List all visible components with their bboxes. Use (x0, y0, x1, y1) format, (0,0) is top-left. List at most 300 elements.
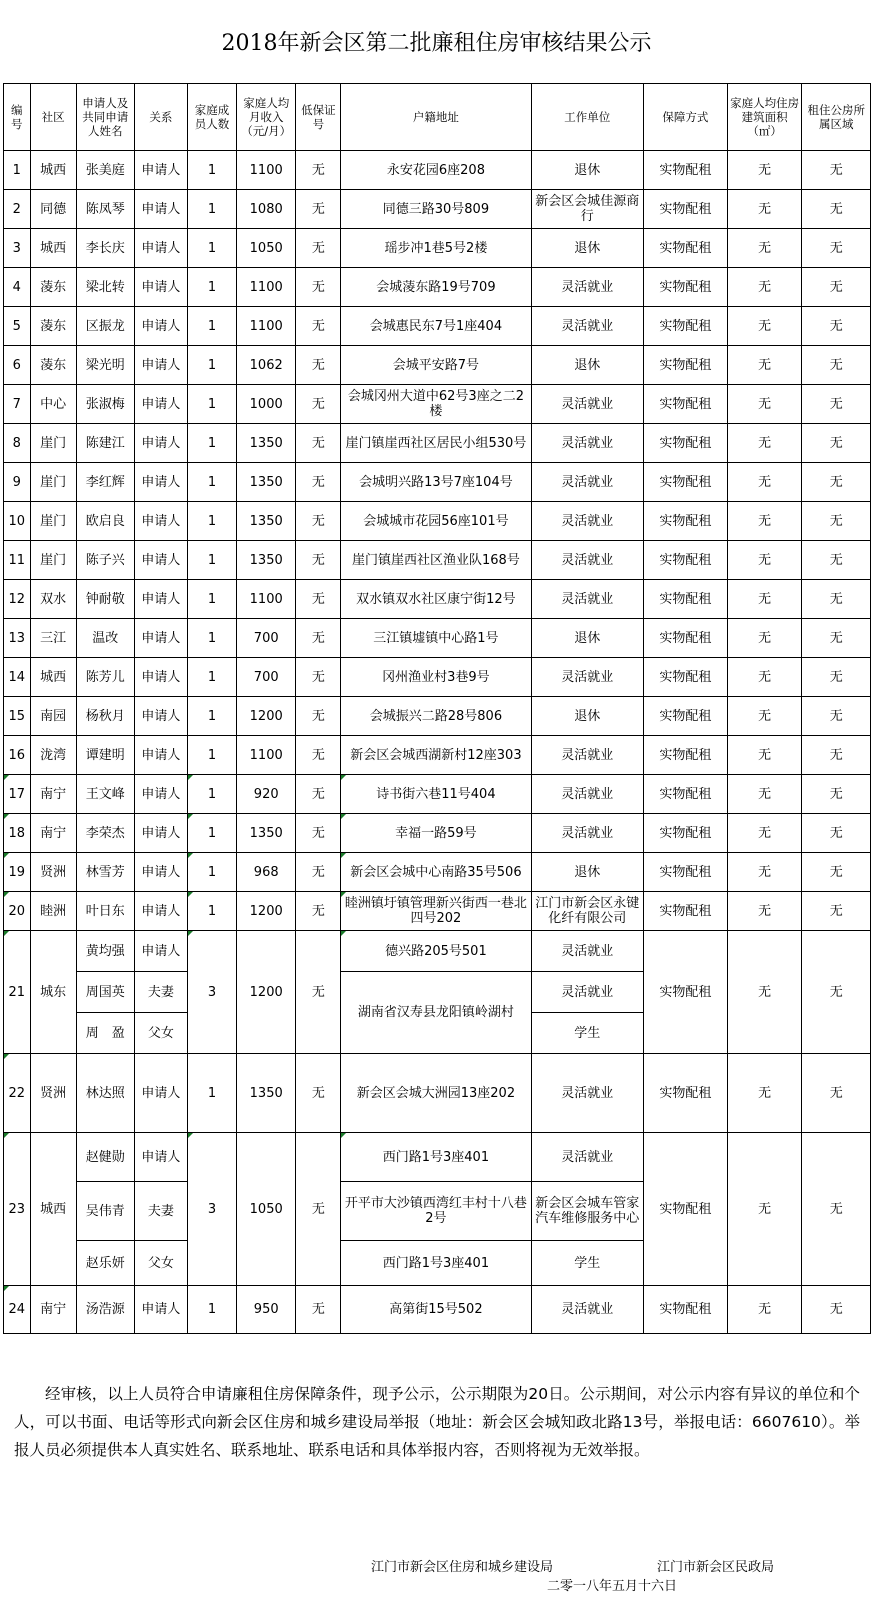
members-cell: 1 (188, 814, 237, 853)
mode-cell: 实物配租 (643, 151, 727, 190)
name-cell: 周 盈 (76, 1013, 134, 1054)
area-cell: 无 (727, 814, 802, 853)
members-cell: 1 (188, 424, 237, 463)
work-cell: 灵活就业 (531, 1133, 643, 1182)
mode-cell: 实物配租 (643, 346, 727, 385)
header-cell: 保障方式 (643, 84, 727, 151)
income-cell: 1100 (237, 580, 296, 619)
income-cell: 1350 (237, 1054, 296, 1133)
income-cell: 1350 (237, 814, 296, 853)
region-cell: 无 (802, 1133, 871, 1286)
notice-date: 二零一八年五月十六日 (547, 1579, 678, 1594)
row-number: 7 (4, 385, 31, 424)
row-number: 23 (4, 1133, 31, 1286)
mode-cell: 实物配租 (643, 424, 727, 463)
dibao-cell: 无 (296, 697, 341, 736)
dibao-cell: 无 (296, 424, 341, 463)
relation-cell: 申请人 (134, 736, 187, 775)
income-cell: 920 (237, 775, 296, 814)
mode-cell: 实物配租 (643, 268, 727, 307)
region-cell: 无 (802, 775, 871, 814)
row-number: 15 (4, 697, 31, 736)
header-cell: 家庭人均住房建筑面积（㎡） (727, 84, 802, 151)
region-cell: 无 (802, 424, 871, 463)
area-cell: 无 (727, 775, 802, 814)
area-cell: 无 (727, 541, 802, 580)
income-cell: 1350 (237, 502, 296, 541)
header-cell: 工作单位 (531, 84, 643, 151)
name-cell: 陈芳儿 (76, 658, 134, 697)
name-cell: 谭建明 (76, 736, 134, 775)
housing-bureau-signature: 江门市新会区住房和城乡建设局 (371, 1560, 554, 1575)
community-cell: 南园 (30, 697, 76, 736)
region-cell: 无 (802, 892, 871, 931)
income-cell: 1000 (237, 385, 296, 424)
address-cell: 会城冈州大道中62号3座之二2楼 (341, 385, 531, 424)
area-cell: 无 (727, 1133, 802, 1286)
income-cell: 1350 (237, 541, 296, 580)
region-cell: 无 (802, 853, 871, 892)
relation-cell: 申请人 (134, 541, 187, 580)
table-row (4, 1133, 871, 1182)
area-cell: 无 (727, 190, 802, 229)
name-cell: 赵乐妍 (76, 1241, 134, 1286)
community-cell: 崖门 (30, 424, 76, 463)
mode-cell: 实物配租 (643, 502, 727, 541)
dibao-cell: 无 (296, 619, 341, 658)
members-cell: 1 (188, 190, 237, 229)
work-cell: 灵活就业 (531, 1286, 643, 1334)
region-cell: 无 (802, 190, 871, 229)
relation-cell: 夫妻 (134, 1182, 187, 1241)
income-cell: 1100 (237, 736, 296, 775)
area-cell: 无 (727, 385, 802, 424)
work-cell: 灵活就业 (531, 931, 643, 972)
income-cell: 1200 (237, 931, 296, 1054)
row-number: 17 (4, 775, 31, 814)
relation-cell: 申请人 (134, 931, 187, 972)
table-row (4, 775, 871, 814)
relation-cell: 申请人 (134, 190, 187, 229)
income-cell: 700 (237, 619, 296, 658)
header-cell: 低保证号 (296, 84, 341, 151)
area-cell: 无 (727, 658, 802, 697)
community-cell: 城东 (30, 931, 76, 1054)
work-cell: 灵活就业 (531, 580, 643, 619)
address-cell: 会城明兴路13号7座104号 (341, 463, 531, 502)
area-cell: 无 (727, 346, 802, 385)
work-cell: 退休 (531, 697, 643, 736)
members-cell: 1 (188, 229, 237, 268)
relation-cell: 申请人 (134, 775, 187, 814)
table-row (4, 814, 871, 853)
address-cell: 双水镇双水社区康宁街12号 (341, 580, 531, 619)
mode-cell: 实物配租 (643, 775, 727, 814)
members-cell: 1 (188, 736, 237, 775)
members-cell: 1 (188, 307, 237, 346)
header-cell: 家庭人均月收入（元/月） (237, 84, 296, 151)
mode-cell: 实物配租 (643, 541, 727, 580)
work-cell: 灵活就业 (531, 385, 643, 424)
address-cell: 新会区会城中心南路35号506 (341, 853, 531, 892)
name-cell: 李红辉 (76, 463, 134, 502)
mode-cell: 实物配租 (643, 1133, 727, 1286)
dibao-cell: 无 (296, 268, 341, 307)
relation-cell: 申请人 (134, 463, 187, 502)
region-cell: 无 (802, 385, 871, 424)
row-number: 12 (4, 580, 31, 619)
name-cell: 杨秋月 (76, 697, 134, 736)
work-cell: 灵活就业 (531, 463, 643, 502)
dibao-cell: 无 (296, 736, 341, 775)
members-cell: 1 (188, 658, 237, 697)
civil-affairs-signature: 江门市新会区民政局 (657, 1560, 775, 1575)
address-cell: 高第街15号502 (341, 1286, 531, 1334)
members-cell: 1 (188, 151, 237, 190)
name-cell: 吴伟青 (76, 1182, 134, 1241)
mode-cell: 实物配租 (643, 1286, 727, 1334)
mode-cell: 实物配租 (643, 619, 727, 658)
dibao-cell: 无 (296, 580, 341, 619)
income-cell: 1100 (237, 151, 296, 190)
table-row (4, 385, 871, 424)
relation-cell: 申请人 (134, 151, 187, 190)
relation-cell: 申请人 (134, 892, 187, 931)
region-cell: 无 (802, 1286, 871, 1334)
community-cell: 南宁 (30, 814, 76, 853)
members-cell: 3 (188, 931, 237, 1054)
header-cell: 申请人及共同申请人姓名 (76, 84, 134, 151)
dibao-cell: 无 (296, 931, 341, 1054)
dibao-cell: 无 (296, 1286, 341, 1334)
table-row (4, 346, 871, 385)
members-cell: 1 (188, 385, 237, 424)
area-cell: 无 (727, 1054, 802, 1133)
table-row (4, 892, 871, 931)
address-cell: 诗书街六巷11号404 (341, 775, 531, 814)
area-cell: 无 (727, 463, 802, 502)
region-cell: 无 (802, 697, 871, 736)
header-cell: 户籍地址 (341, 84, 531, 151)
members-cell: 1 (188, 892, 237, 931)
region-cell: 无 (802, 541, 871, 580)
row-number: 8 (4, 424, 31, 463)
income-cell: 1062 (237, 346, 296, 385)
work-cell: 退休 (531, 229, 643, 268)
relation-cell: 申请人 (134, 1286, 187, 1334)
table-row (4, 619, 871, 658)
work-cell: 灵活就业 (531, 307, 643, 346)
area-cell: 无 (727, 424, 802, 463)
dibao-cell: 无 (296, 385, 341, 424)
mode-cell: 实物配租 (643, 229, 727, 268)
region-cell: 无 (802, 619, 871, 658)
area-cell: 无 (727, 931, 802, 1054)
address-cell: 西门路1号3座401 (341, 1133, 531, 1182)
members-cell: 1 (188, 1054, 237, 1133)
members-cell: 1 (188, 268, 237, 307)
relation-cell: 申请人 (134, 268, 187, 307)
header-cell: 家庭成员人数 (188, 84, 237, 151)
members-cell: 1 (188, 502, 237, 541)
table-row (4, 697, 871, 736)
row-number: 14 (4, 658, 31, 697)
income-cell: 968 (237, 853, 296, 892)
area-cell: 无 (727, 697, 802, 736)
dibao-cell: 无 (296, 853, 341, 892)
address-cell: 开平市大沙镇西湾红丰村十八巷2号 (341, 1182, 531, 1241)
address-cell: 会城城市花园56座101号 (341, 502, 531, 541)
community-cell: 南宁 (30, 1286, 76, 1334)
address-cell: 会城蓤东路19号709 (341, 268, 531, 307)
name-cell: 钟耐敬 (76, 580, 134, 619)
income-cell: 1350 (237, 463, 296, 502)
area-cell: 无 (727, 307, 802, 346)
work-cell: 学生 (531, 1241, 643, 1286)
work-cell: 灵活就业 (531, 736, 643, 775)
table-row (4, 1054, 871, 1133)
mode-cell: 实物配租 (643, 814, 727, 853)
income-cell: 1100 (237, 268, 296, 307)
community-cell: 三江 (30, 619, 76, 658)
address-cell: 幸福一路59号 (341, 814, 531, 853)
community-cell: 贤洲 (30, 1054, 76, 1133)
row-number: 16 (4, 736, 31, 775)
name-cell: 梁光明 (76, 346, 134, 385)
row-number: 6 (4, 346, 31, 385)
region-cell: 无 (802, 502, 871, 541)
row-number: 19 (4, 853, 31, 892)
members-cell: 1 (188, 346, 237, 385)
mode-cell: 实物配租 (643, 658, 727, 697)
region-cell: 无 (802, 1054, 871, 1133)
area-cell: 无 (727, 1286, 802, 1334)
members-cell: 1 (188, 853, 237, 892)
row-number: 11 (4, 541, 31, 580)
work-cell: 退休 (531, 346, 643, 385)
members-cell: 1 (188, 580, 237, 619)
address-cell: 睦洲镇圩镇管理新兴街西一巷北四号202 (341, 892, 531, 931)
work-cell: 灵活就业 (531, 775, 643, 814)
table-row (4, 1286, 871, 1334)
header-cell: 社区 (30, 84, 76, 151)
dibao-cell: 无 (296, 190, 341, 229)
mode-cell: 实物配租 (643, 463, 727, 502)
row-number: 22 (4, 1054, 31, 1133)
relation-cell: 申请人 (134, 658, 187, 697)
results-table (3, 83, 871, 1334)
community-cell: 睦洲 (30, 892, 76, 931)
income-cell: 1080 (237, 190, 296, 229)
name-cell: 赵健勋 (76, 1133, 134, 1182)
dibao-cell: 无 (296, 502, 341, 541)
row-number: 3 (4, 229, 31, 268)
dibao-cell: 无 (296, 151, 341, 190)
members-cell: 1 (188, 619, 237, 658)
area-cell: 无 (727, 619, 802, 658)
name-cell: 林雪芳 (76, 853, 134, 892)
row-number: 20 (4, 892, 31, 931)
income-cell: 1050 (237, 1133, 296, 1286)
income-cell: 1350 (237, 424, 296, 463)
relation-cell: 申请人 (134, 1133, 187, 1182)
name-cell: 陈建江 (76, 424, 134, 463)
work-cell: 灵活就业 (531, 1054, 643, 1133)
name-cell: 王文峰 (76, 775, 134, 814)
table-row (4, 229, 871, 268)
relation-cell: 申请人 (134, 697, 187, 736)
members-cell: 1 (188, 697, 237, 736)
work-cell: 灵活就业 (531, 424, 643, 463)
community-cell: 蓤东 (30, 268, 76, 307)
address-cell: 新会区会城西湖新村12座303 (341, 736, 531, 775)
mode-cell: 实物配租 (643, 697, 727, 736)
region-cell: 无 (802, 580, 871, 619)
relation-cell: 申请人 (134, 502, 187, 541)
mode-cell: 实物配租 (643, 190, 727, 229)
row-number: 18 (4, 814, 31, 853)
dibao-cell: 无 (296, 775, 341, 814)
work-cell: 灵活就业 (531, 541, 643, 580)
community-cell: 崖门 (30, 502, 76, 541)
row-number: 24 (4, 1286, 31, 1334)
area-cell: 无 (727, 268, 802, 307)
work-cell: 灵活就业 (531, 658, 643, 697)
income-cell: 950 (237, 1286, 296, 1334)
name-cell: 陈凤琴 (76, 190, 134, 229)
community-cell: 泷湾 (30, 736, 76, 775)
dibao-cell: 无 (296, 541, 341, 580)
community-cell: 崖门 (30, 463, 76, 502)
work-cell: 退休 (531, 853, 643, 892)
name-cell: 张淑梅 (76, 385, 134, 424)
address-cell: 德兴路205号501 (341, 931, 531, 972)
work-cell: 学生 (531, 1013, 643, 1054)
work-cell: 灵活就业 (531, 814, 643, 853)
community-cell: 城西 (30, 151, 76, 190)
work-cell: 灵活就业 (531, 972, 643, 1013)
table-row (4, 190, 871, 229)
community-cell: 崖门 (30, 541, 76, 580)
region-cell: 无 (802, 814, 871, 853)
work-cell: 新会区会城车管家汽车维修服务中心 (531, 1182, 643, 1241)
row-number: 10 (4, 502, 31, 541)
work-cell: 灵活就业 (531, 268, 643, 307)
relation-cell: 夫妻 (134, 972, 187, 1013)
community-cell: 城西 (30, 229, 76, 268)
mode-cell: 实物配租 (643, 931, 727, 1054)
mode-cell: 实物配租 (643, 892, 727, 931)
dibao-cell: 无 (296, 658, 341, 697)
area-cell: 无 (727, 853, 802, 892)
name-cell: 周国英 (76, 972, 134, 1013)
address-cell: 会城平安路7号 (341, 346, 531, 385)
name-cell: 欧启良 (76, 502, 134, 541)
region-cell: 无 (802, 463, 871, 502)
community-cell: 同德 (30, 190, 76, 229)
relation-cell: 申请人 (134, 853, 187, 892)
income-cell: 700 (237, 658, 296, 697)
name-cell: 陈子兴 (76, 541, 134, 580)
community-cell: 蓤东 (30, 307, 76, 346)
community-cell: 双水 (30, 580, 76, 619)
work-cell: 新会区会城佳源商行 (531, 190, 643, 229)
relation-cell: 申请人 (134, 385, 187, 424)
header-cell: 租住公房所属区域 (802, 84, 871, 151)
row-number: 21 (4, 931, 31, 1054)
mode-cell: 实物配租 (643, 736, 727, 775)
mode-cell: 实物配租 (643, 1054, 727, 1133)
work-cell: 退休 (531, 151, 643, 190)
address-cell: 会城振兴二路28号806 (341, 697, 531, 736)
address-cell: 湖南省汉寿县龙阳镇岭湖村 (341, 972, 531, 1054)
row-number: 4 (4, 268, 31, 307)
relation-cell: 申请人 (134, 307, 187, 346)
dibao-cell: 无 (296, 307, 341, 346)
table-row (4, 853, 871, 892)
income-cell: 1050 (237, 229, 296, 268)
name-cell: 张美庭 (76, 151, 134, 190)
header-row (4, 84, 871, 151)
row-number: 2 (4, 190, 31, 229)
dibao-cell: 无 (296, 1054, 341, 1133)
name-cell: 汤浩源 (76, 1286, 134, 1334)
area-cell: 无 (727, 502, 802, 541)
region-cell: 无 (802, 268, 871, 307)
mode-cell: 实物配租 (643, 853, 727, 892)
community-cell: 中心 (30, 385, 76, 424)
relation-cell: 申请人 (134, 346, 187, 385)
mode-cell: 实物配租 (643, 385, 727, 424)
dibao-cell: 无 (296, 1133, 341, 1286)
name-cell: 梁北转 (76, 268, 134, 307)
community-cell: 贤洲 (30, 853, 76, 892)
members-cell: 3 (188, 1133, 237, 1286)
relation-cell: 申请人 (134, 424, 187, 463)
relation-cell: 申请人 (134, 580, 187, 619)
address-cell: 三江镇墟镇中心路1号 (341, 619, 531, 658)
row-number: 13 (4, 619, 31, 658)
table-row (4, 541, 871, 580)
members-cell: 1 (188, 1286, 237, 1334)
work-cell: 江门市新会区永键化纤有限公司 (531, 892, 643, 931)
community-cell: 蓤东 (30, 346, 76, 385)
name-cell: 叶日东 (76, 892, 134, 931)
area-cell: 无 (727, 229, 802, 268)
address-cell: 永安花园6座208 (341, 151, 531, 190)
address-cell: 冈州渔业村3巷9号 (341, 658, 531, 697)
mode-cell: 实物配租 (643, 307, 727, 346)
members-cell: 1 (188, 541, 237, 580)
name-cell: 李荣杰 (76, 814, 134, 853)
header-cell: 关系 (134, 84, 187, 151)
income-cell: 1200 (237, 697, 296, 736)
address-cell: 崖门镇崖西社区居民小组530号 (341, 424, 531, 463)
relation-cell: 父女 (134, 1241, 187, 1286)
address-cell: 新会区会城大洲园13座202 (341, 1054, 531, 1133)
address-cell: 瑶步冲1巷5号2楼 (341, 229, 531, 268)
community-cell: 南宁 (30, 775, 76, 814)
mode-cell: 实物配租 (643, 580, 727, 619)
address-cell: 西门路1号3座401 (341, 1241, 531, 1286)
area-cell: 无 (727, 151, 802, 190)
address-cell: 同德三路30号809 (341, 190, 531, 229)
table-row (4, 463, 871, 502)
relation-cell: 申请人 (134, 229, 187, 268)
region-cell: 无 (802, 931, 871, 1054)
name-cell: 林达照 (76, 1054, 134, 1133)
page-title: 2018年新会区第二批廉租住房审核结果公示 (221, 31, 652, 56)
